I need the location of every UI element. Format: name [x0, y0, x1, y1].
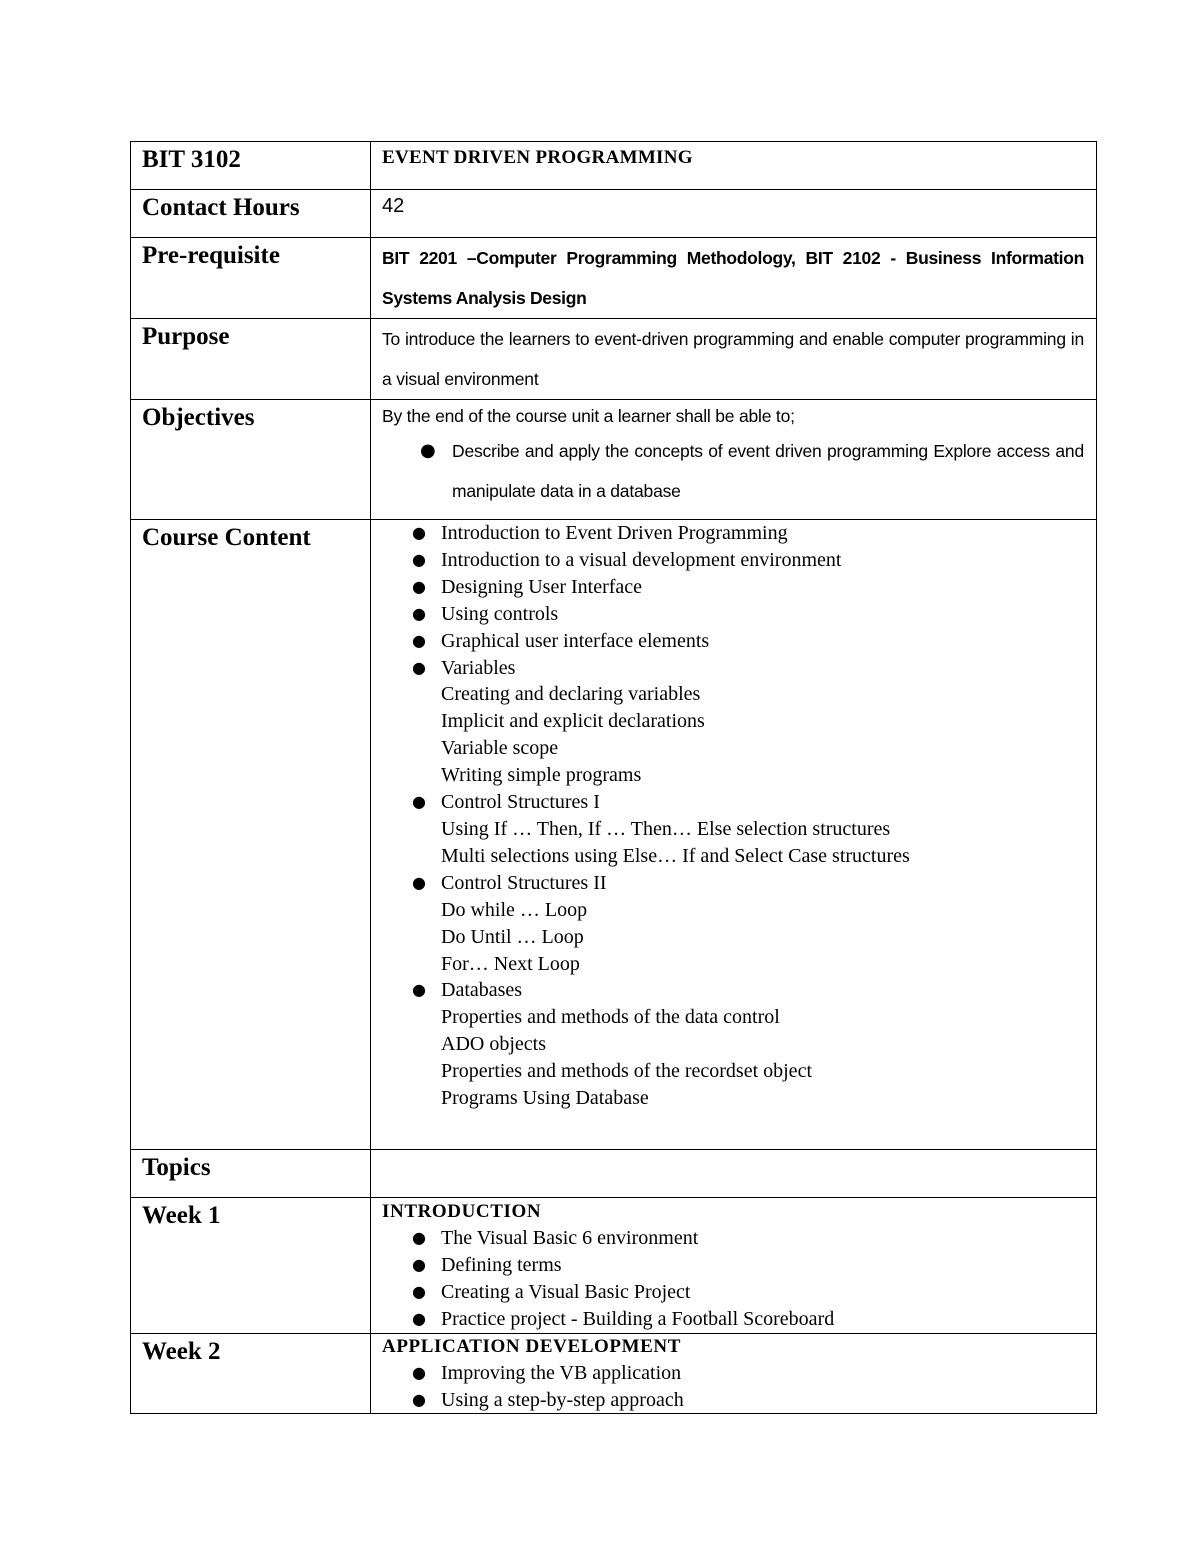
purpose-value: To introduce the learners to event-driven programming and enable computer programming in a visual environment	[382, 329, 1084, 389]
week-item: ● Practice project - Building a Football Scoreboard	[441, 1306, 1096, 1333]
course-content-list	[371, 520, 1096, 1112]
row-prerequisite	[131, 238, 1097, 319]
course-code-label: BIT 3102	[142, 146, 241, 173]
week-1-heading: INTRODUCTION	[382, 1201, 542, 1222]
content-subitem: Variable scope	[441, 737, 559, 760]
bullet-icon: ●	[412, 872, 426, 892]
content-subitem: Using If … Then, If … Then… Else selection structures	[441, 817, 891, 840]
bullet-icon: ●	[412, 630, 426, 650]
course-title: EVENT DRIVEN PROGRAMMING	[382, 147, 693, 168]
prerequisite-value: BIT 2201 –Computer Programming Methodology, BIT 2102 - Business Information Systems Analysis Design	[382, 248, 1084, 308]
bullet-icon: ●	[412, 523, 426, 542]
content-subitem: Properties and methods of the data control	[441, 1006, 780, 1029]
bullet-icon: ●	[412, 603, 426, 623]
content-subitem: ADO objects	[441, 1033, 546, 1056]
contact-hours-label: Contact Hours	[142, 194, 300, 221]
content-item: ● Graphical user interface elements	[441, 628, 1096, 655]
row-topics	[131, 1150, 1097, 1198]
bullet-icon: ●	[412, 576, 426, 596]
course-outline-table	[130, 141, 1097, 1414]
bullet-icon: ●	[412, 1281, 426, 1301]
content-subitem: Do while … Loop	[441, 898, 588, 921]
week-item: ● Defining terms	[441, 1252, 1096, 1279]
bullet-icon: ●	[412, 980, 426, 1000]
bullet-icon: ●	[412, 1228, 426, 1247]
week-item: ● Improving the VB application	[441, 1360, 1096, 1387]
week-item: ● Using a step-by-step approach	[441, 1387, 1096, 1414]
bullet-icon: ●	[412, 792, 426, 812]
topics-value	[371, 1150, 1096, 1152]
content-item: ● Using controls	[441, 601, 1096, 628]
topics-label: Topics	[142, 1154, 211, 1181]
row-course-content	[131, 520, 1097, 1150]
week-2-label: Week 2	[142, 1337, 221, 1365]
week-2-list	[371, 1360, 1096, 1414]
content-item-variables: ● Variables Creating and declaring variables Implicit and explicit declarations Variable scope Writing simple programs	[441, 655, 1096, 790]
objective-item: ● Describe and apply the concepts of event driven programming Explore access and manipulate data in a database	[452, 431, 1084, 511]
content-subitem: Properties and methods of the recordset object	[441, 1060, 812, 1083]
bullet-icon: ●	[412, 1389, 426, 1409]
content-subitem: Programs Using Database	[441, 1087, 649, 1110]
bullet-icon: ●	[412, 1254, 426, 1274]
purpose-label: Purpose	[142, 323, 230, 350]
week-item: ● The Visual Basic 6 environment	[441, 1225, 1096, 1252]
week-1-label: Week 1	[142, 1202, 221, 1229]
objectives-intro: By the end of the course unit a learner shall be able to;	[382, 406, 795, 426]
week-1-list	[371, 1225, 1096, 1333]
content-subitem: Multi selections using Else… If and Select Case structures	[441, 844, 910, 867]
content-subitem: Implicit and explicit declarations	[441, 710, 705, 733]
row-week-2	[131, 1333, 1097, 1414]
bullet-icon: ●	[420, 440, 436, 461]
row-purpose	[131, 319, 1097, 400]
content-subitem: Writing simple programs	[441, 764, 642, 787]
prerequisite-label: Pre-requisite	[142, 242, 280, 269]
bullet-icon: ●	[412, 1362, 426, 1382]
content-item: ● Designing User Interface	[441, 574, 1096, 601]
row-objectives	[131, 400, 1097, 520]
week-item: ● Creating a Visual Basic Project	[441, 1279, 1096, 1306]
content-item: ● Introduction to Event Driven Programming	[441, 520, 1096, 547]
content-subitem: Creating and declaring variables	[441, 683, 701, 706]
content-subitem: For… Next Loop	[441, 952, 580, 975]
bullet-icon: ●	[412, 549, 426, 569]
content-subitem: Do Until … Loop	[441, 925, 584, 948]
objectives-label: Objectives	[142, 404, 255, 431]
content-item-databases: ● Databases Properties and methods of the data control ADO objects Properties and methods of the recordset object Programs Using Database	[441, 977, 1096, 1112]
bullet-icon: ●	[412, 657, 426, 677]
contact-hours-value: 42	[382, 195, 405, 217]
week-2-heading: APPLICATION DEVELOPMENT	[382, 1335, 681, 1357]
content-item: ● Introduction to a visual development environment	[441, 547, 1096, 574]
row-contact-hours	[131, 190, 1097, 238]
course-content-label: Course Content	[142, 524, 311, 551]
content-item-control-structures-2: ● Control Structures II Do while … Loop Do Until … Loop For… Next Loop	[441, 870, 1096, 978]
row-week-1	[131, 1198, 1097, 1334]
content-item-control-structures-1: ● Control Structures I Using If … Then, If … Then… Else selection structures Multi selections using Else… If and Select Case structures	[441, 789, 1096, 870]
row-course-code	[131, 142, 1097, 190]
objectives-list	[382, 431, 1084, 511]
bullet-icon: ●	[412, 1308, 426, 1328]
